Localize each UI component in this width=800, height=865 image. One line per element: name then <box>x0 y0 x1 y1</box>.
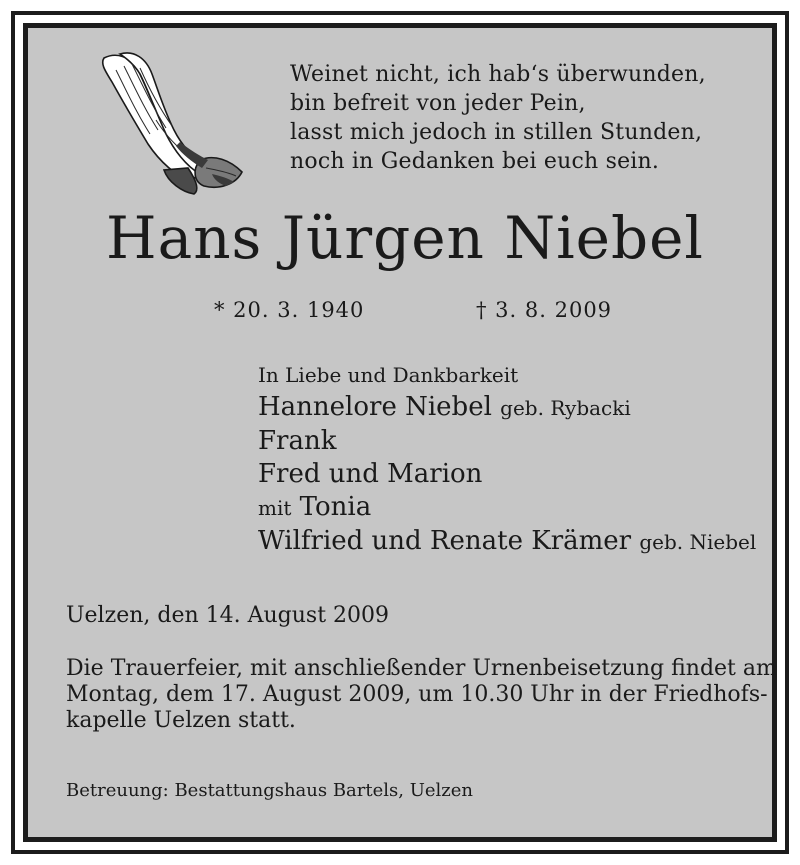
place-and-date: Uelzen, den 14. August 2009 <box>66 603 390 628</box>
mourner-line: Frank <box>258 426 337 456</box>
obituary-outer-frame <box>11 11 789 854</box>
funeral-home-credit: Betreuung: Bestattungshaus Bartels, Uelzen <box>66 780 474 801</box>
mourners-list <box>258 361 756 559</box>
obituary-panel <box>28 28 777 837</box>
mourner-line <box>258 525 756 559</box>
poem-line: Weinet nicht, ich hab‘s überwunden, <box>290 62 706 87</box>
mourners-intro: In Liebe und Dankbarkeit <box>258 363 519 387</box>
poem-line: bin befreit von jeder Pein, <box>290 91 586 116</box>
mourner-birth-name: geb. Rybacki <box>500 396 631 420</box>
birth-date: * 20. 3. 1940 <box>214 298 365 322</box>
poem <box>290 60 706 176</box>
mourner-line: Fred und Marion <box>258 459 483 489</box>
mourner-name: Wilfried und Renate Krämer <box>258 526 632 556</box>
praying-hands-icon <box>96 50 246 195</box>
mourner-line <box>258 491 756 525</box>
ceremony-line: kapelle Uelzen statt. <box>66 708 296 733</box>
mourner-prefix: mit <box>258 496 292 520</box>
poem-line: lasst mich jedoch in stillen Stunden, <box>290 120 703 145</box>
ceremony-notice <box>66 656 777 734</box>
mourner-birth-name: geb. Niebel <box>639 530 757 554</box>
mourner-name: Tonia <box>299 492 372 522</box>
poem-line: noch in Gedanken bei euch sein. <box>290 149 660 174</box>
death-date: † 3. 8. 2009 <box>476 298 613 322</box>
ceremony-line: Montag, dem 17. August 2009, um 10.30 Uhr in der Friedhofs- <box>66 682 768 707</box>
mourner-line <box>258 391 756 425</box>
mourner-name: Hannelore Niebel <box>258 392 492 422</box>
obituary-inner-frame <box>23 23 777 842</box>
ceremony-line: Die Trauerfeier, mit anschließender Urnenbeisetzung findet am <box>66 656 777 681</box>
deceased-name: Hans Jürgen Niebel <box>106 204 704 272</box>
